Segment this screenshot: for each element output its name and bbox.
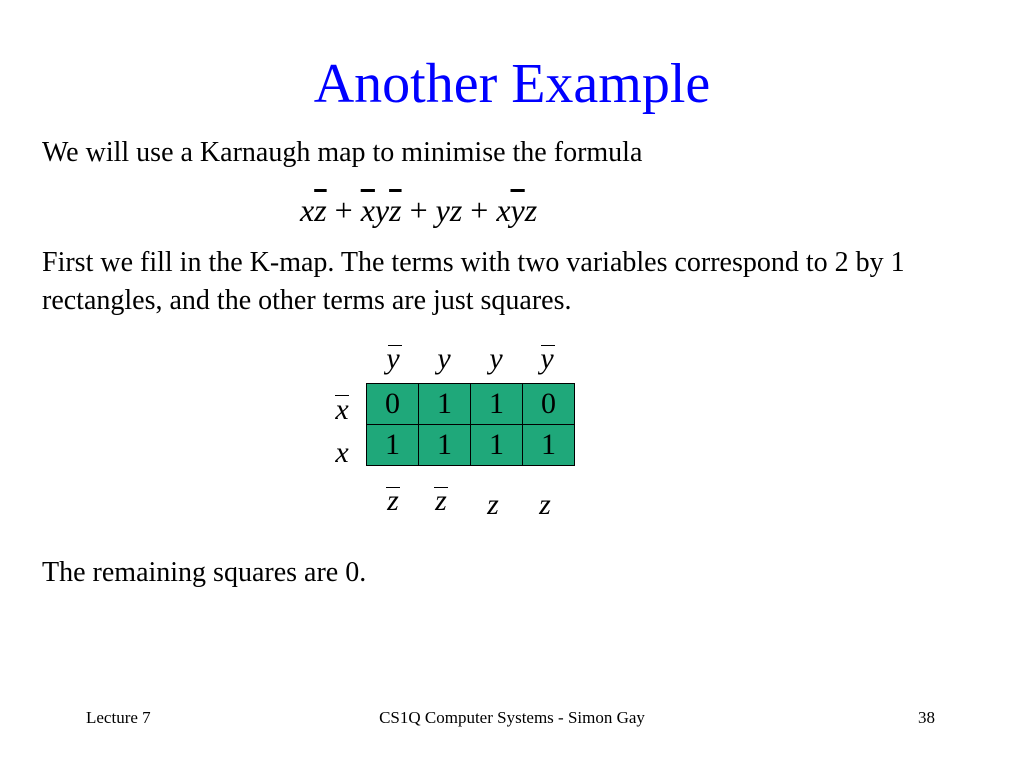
kmap-row-1: [367, 384, 575, 425]
fill-explanation: First we fill in the K-map. The terms with two variables correspond to 2 by 1 rectangles, and the other terms are just squares.: [42, 247, 905, 316]
plus-2: +: [409, 192, 428, 228]
kmap-cell: 1: [419, 384, 471, 425]
kmap-cell: 1: [471, 425, 523, 466]
term-2-var-3: $\overline{z}$: [389, 192, 402, 228]
term-1-var-2: $\overline{z}$: [314, 192, 327, 228]
col-label-z-4: z: [539, 488, 551, 521]
term-2: [361, 192, 402, 228]
col-label-y-4: y: [540, 342, 554, 375]
term-2-var-2: y: [374, 192, 390, 228]
intro-text: We will use a Karnaugh map to minimise the formula: [42, 137, 643, 168]
kmap-cell: 1: [419, 425, 471, 466]
kmap-cell: 1: [471, 384, 523, 425]
term-2-var-1: $\overline{x}$: [360, 192, 375, 228]
row-label-x-2: x: [335, 436, 349, 469]
slide-title: Another Example: [313, 53, 711, 115]
remaining-text: The remaining squares are 0.: [42, 557, 367, 588]
plus-1: +: [334, 192, 353, 228]
plus-3: +: [470, 192, 489, 228]
term-1-var-1: x: [300, 192, 315, 228]
col-label-y-1-overbar: [388, 345, 402, 346]
karnaugh-map: [366, 383, 575, 466]
kmap-cell: 1: [523, 425, 575, 466]
row-label-x-1-overbar: [335, 395, 349, 396]
col-label-z-3: z: [487, 488, 499, 521]
term-4-var-3: z: [524, 192, 538, 228]
col-label-y-4-overbar: [541, 345, 555, 346]
boolean-formula: [300, 188, 537, 232]
page-number: 38: [918, 708, 935, 727]
term-3-var-1: y: [435, 192, 450, 228]
term-4: [496, 192, 537, 228]
kmap-cell: 0: [367, 384, 419, 425]
term-4-var-2: $\overline{y}$: [510, 192, 525, 228]
col-label-z-2: z: [435, 484, 447, 517]
term-4-var-1: x: [496, 192, 511, 228]
row-label-x-1: x: [335, 393, 349, 426]
kmap-cell: 0: [523, 384, 575, 425]
col-label-z-1-overbar: [386, 487, 400, 488]
kmap-cell: 1: [367, 425, 419, 466]
footer-course: CS1Q Computer Systems - Simon Gay: [379, 708, 645, 727]
footer-lecture: Lecture 7: [86, 708, 151, 727]
col-label-y-3: y: [489, 342, 503, 375]
col-label-y-2: y: [437, 342, 451, 375]
col-label-z-2-overbar: [434, 487, 448, 488]
term-1: [300, 192, 327, 228]
kmap-row-2: [367, 425, 575, 466]
col-label-y-1: y: [386, 342, 400, 375]
term-3-var-2: z: [449, 192, 463, 228]
term-3: [436, 192, 463, 228]
col-label-z-1: z: [387, 484, 399, 517]
